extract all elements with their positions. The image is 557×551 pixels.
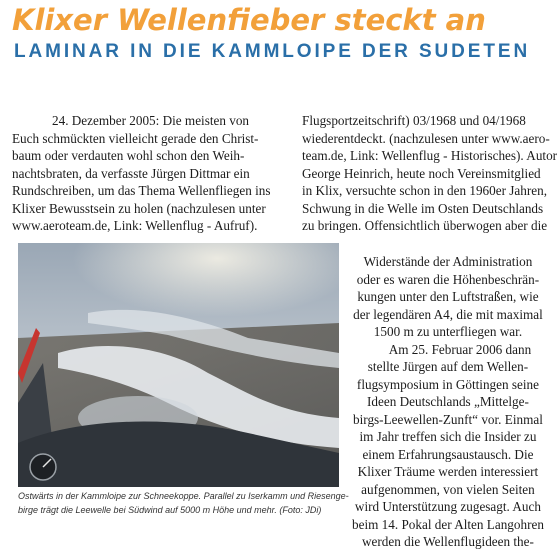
left-line-5: Rundschreiben, um das Thema Wellenfliegen ins xyxy=(12,183,271,198)
right-column-top xyxy=(302,112,557,235)
wrap-line-3: kungen unter den Luftstraßen, wie xyxy=(357,289,539,304)
left-line-6: Klixer Bewusstsein zu holen (nachzulesen unter xyxy=(12,200,266,216)
left-line-4: nachtsbraten, da verfasste Jürgen Dittmar ein xyxy=(12,165,250,181)
wrap-line-9: Ideen Deutschlands „Mittelge- xyxy=(367,394,529,409)
right-line-1: Flugsportzeitschrift) 03/1968 und 04/1968 xyxy=(302,113,526,128)
wrap-line-4: der legendären A4, die mit maximal xyxy=(353,306,543,322)
article-subtitle: LAMINAR IN DIE KAMMLOIPE DER SUDETEN xyxy=(14,41,531,62)
wrap-line-10: birgs-Leewellen-Zunft“ vor. Einmal xyxy=(353,411,543,427)
wrap-line-7: stellte Jürgen auf dem Wellen- xyxy=(367,359,529,374)
left-line-2: Euch schmückten vielleicht gerade den Christ- xyxy=(12,130,259,146)
wrap-line-2: oder es waren die Höhenbeschrän- xyxy=(356,271,540,287)
caption-line-1: Ostwärts in der Kammloipe zur Schneekoppe. Parallel zu Iserkamm und Riesenge- xyxy=(18,491,349,501)
left-column xyxy=(12,112,270,235)
wrap-line-16: beim 14. Pokal der Alten Langohren xyxy=(352,516,544,532)
right-line-4: George Heinrich, heute noch Vereinsmitglied xyxy=(302,165,541,181)
wrap-line-11: im Jahr treffen sich die Insider zu xyxy=(359,429,537,444)
right-line-3: team.de, Link: Wellenflug - Historisches). Autor xyxy=(302,148,557,163)
right-line-2: wiederentdeckt. (nachzulesen unter www.aero- xyxy=(302,130,550,146)
wrap-line-1: Widerstände der Administration xyxy=(363,254,533,269)
wrap-line-6: Am 25. Februar 2006 dann xyxy=(388,341,532,357)
left-line-1: 24. Dezember 2005: Die meisten von xyxy=(52,113,250,128)
cockpit-wave-photo xyxy=(18,243,339,487)
wrap-line-14: aufgenommen, von vielen Seiten xyxy=(361,481,535,497)
left-line-3: baum oder verdauten wohl schon den Weih- xyxy=(12,148,245,163)
right-line-6: Schwung in die Welle im Osten Deutschlands xyxy=(302,200,544,216)
wrap-line-15: wird Unterstützung zugesagt. Auch xyxy=(354,499,541,514)
wrap-line-5: 1500 m zu unterfliegen war. xyxy=(373,324,523,339)
caption-line-2: birge trägt die Leewelle bei Südwind auf 5000 m Höhe und mehr. (Foto: JDi) xyxy=(18,504,322,515)
left-line-7: www.aeroteam.de, Link: Wellenflug - Aufruf). xyxy=(12,218,258,233)
article-title: Klixer Wellenfieber steckt an xyxy=(12,3,486,37)
right-line-5: in Klix, versuchte schon in den 1960er Jahren, xyxy=(302,183,548,198)
wrap-line-12: einem Erfahrungsaustausch. Die xyxy=(362,446,534,462)
right-column-wrap xyxy=(352,253,544,551)
right-line-7: zu bringen. Offensichtlich überwogen aber die xyxy=(302,218,548,233)
photo-illustration xyxy=(18,243,339,487)
photo-caption xyxy=(18,490,349,517)
wrap-line-13: Klixer Träume werden interessiert xyxy=(357,464,539,479)
wrap-line-17: werden die Wellenflugideen the- xyxy=(362,534,534,549)
wrap-line-8: flugsymposium in Göttingen seine xyxy=(356,376,539,392)
